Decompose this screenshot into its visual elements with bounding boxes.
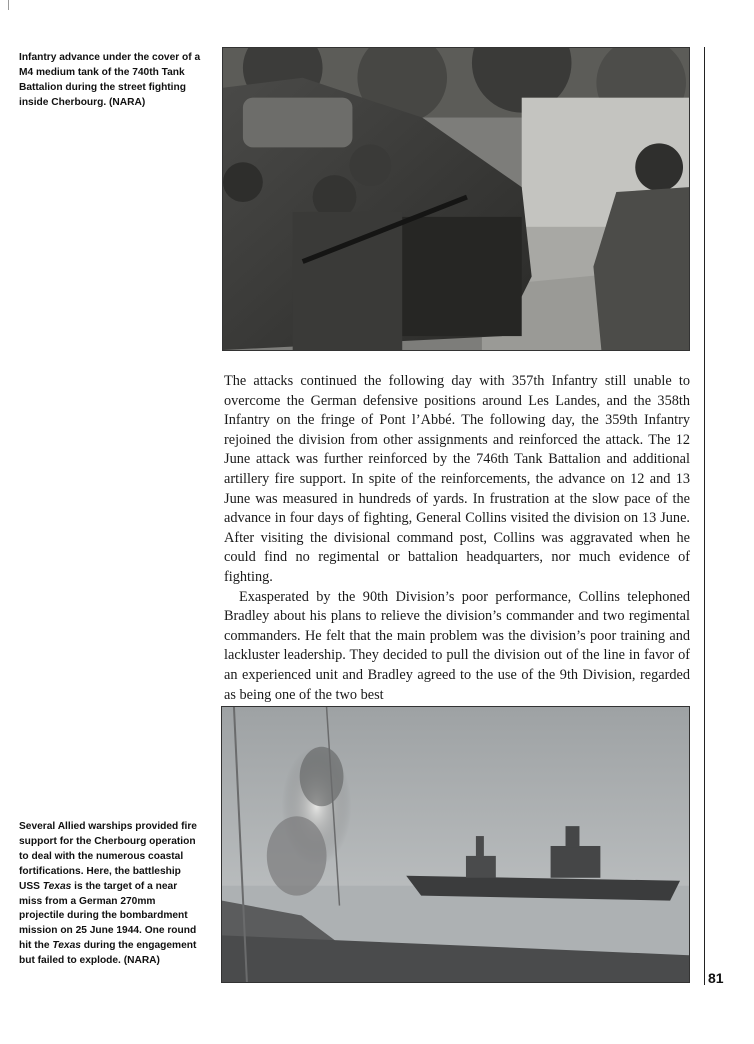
tank-photo-illustration xyxy=(223,48,689,350)
ship-name-texas-2: Texas xyxy=(52,940,81,952)
page-number: 81 xyxy=(708,970,724,986)
caption-part-1: Several Allied warships provided fire support for the Cherbourg operation to deal with the numerous coastal fortifications. Here, the battleship USS xyxy=(19,821,197,892)
photo-caption-tank-text: Infantry advance under the cover of a M4 medium tank of the 740th Tank Battalion during the street fighting inside Cherbourg. (NARA) xyxy=(19,52,201,108)
margin-rule xyxy=(704,47,705,985)
body-paragraph-1: The attacks continued the following day with 357th Infantry still unable to overcome the German defensive positions around Les Landes, and the 358th Infantry on the fringe of Pont l’Abbé. The following day, the 359th Infantry rejoined the division from other assignments and reinforced the attack. The 12 June attack was further reinforced by the 746th Tank Battalion and additional artillery fire support. In spite of the reinforcements, the advance on 12 and 13 June was measured in hundreds of yards. In frustration at the slow pace of the advance in four days of fighting, General Collins visited the division on 13 June. After visiting the divisional command post, Collins was aggravated when he could find no regimental or battalion headquarters, nor much evidence of fighting. xyxy=(224,373,690,585)
photo-caption-battleship-text xyxy=(19,820,201,969)
photo-caption-battleship xyxy=(19,820,201,969)
caption-part-3: during the engagement but failed to explode. (NARA) xyxy=(19,940,197,967)
photo-caption-tank xyxy=(19,51,201,111)
battleship-photo-illustration xyxy=(222,707,689,982)
body-paragraph-2: Exasperated by the 90th Division’s poor performance, Collins telephoned Bradley about his plans to relieve the division’s commander and two regimental commanders. He felt that the main problem was the division’s poor training and lackluster leadership. They decided to pull the division out of the line in favor of an experienced unit and Bradley agreed to the use of the 9th Division, regarded as being one of the two best xyxy=(224,588,690,703)
article-body xyxy=(224,372,690,705)
photo-tank-street-fighting xyxy=(222,47,690,351)
caption-part-2: is the target of a near miss from a German 270mm projectile during the bombardment mission on 25 June 1944. One round hit the xyxy=(19,880,197,952)
page-corner-mark xyxy=(0,0,9,10)
ship-name-texas-1: Texas xyxy=(42,880,72,892)
photo-battleship-texas xyxy=(221,706,690,983)
